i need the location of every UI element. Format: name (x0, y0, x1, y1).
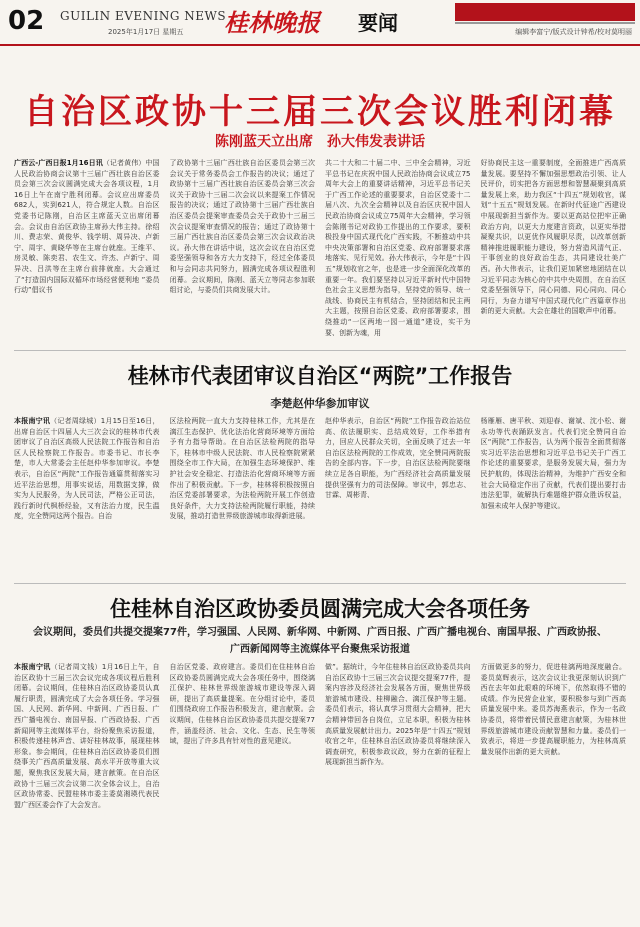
story1-col4-text: 好协商民主这一重要制度，全面推进广西高质量发展。要坚持不懈加强思想政治引领、让人民评价，切实把各方面思想和智慧凝聚到高质量发展上来，助力我区“十四五”规划收官，谋划“十五五”规划发展。在新时代征途广西建设中展现新担当新作为。要以更高站位把牢正确政治方向，以更大力度建言资政，以更实举措凝聚共识，以更优作风履职尽责，以改革创新精神推进履职能力建设，努力营造风清气正、干事创业的良好政治生态，共同建设壮美广西。孙大伟表示，让我们更加紧密地团结在以习近平同志为核心的中共中央周围，在自治区党委坚强领导下，同心同德、同心同向、同心同行，为奋力谱写中国式现代化广西篇章作出新的更大贡献。大会在雄壮的国歌声中闭幕。 (480, 159, 626, 316)
story1-col1-text: 中国人民政治协商会议第十三届广西壮族自治区委员会第三次会议圆满完成大会各项议程，1月16日上午在南宁胜利闭幕。会议应出席委员682人，实到621人，符合规定人数。自治区党委书记陈刚，自治区主席蓝天立出席闭幕会。会议由自治区政协主席孙大伟主持。徐绍川、费志荣、黄俊华、钱学明、周异决、卢新宁、周宇、黄晓华等在主席台就座。王维平、房灵敏、陈奕君、农生文、许杰、卢新宁、周异决、吕洪等在主席台前排就座。大会通过了“打造国内国际双循环市场经营便利地 ”委员行动”倡议书 (14, 159, 160, 295)
story2-body (14, 416, 626, 578)
story3-col3-text: 做”。据统计，今年住桂林自治区政协委员共向自治区政协十三届三次会议提交提案77件，提案内容涉及经济社会发展各方面，聚焦世界级旅游城市建设、桂柳融合、漓江保护等主题。委员们表示，将认真学习贯彻大会精神，把大会精神带回各自岗位，立足本职，积极为桂林高质量发展献计出力。2025年是“十四五”规划收官之年，住桂林自治区政协委员将继续深入调查研究，积极参政议政，努力在新的征程上展现新担当新作为。 (325, 663, 471, 767)
story3-headline: 住桂林自治区政协委员圆满完成大会各项任务 (110, 597, 530, 621)
story2-byline: （记者周绿城） (50, 417, 101, 425)
story3-column (14, 662, 160, 920)
story3-byline: （记者周文钱） (50, 663, 102, 671)
story3-column (325, 662, 471, 920)
section-title: 要闻 (358, 11, 398, 35)
story2-col4-text: 杨雁雁、唐平秋、刘迎春、谢斌、沈小松、谢永功等代表踊跃发言。代表们完全赞同自治区“两院”工作报告，认为两个报告全面贯彻落实习近平法治思想和习近平总书记关于广西工作论述的重要要求，是服务发展大局，强力为民护航的，体现法治精神，为维护广西安全和社会大局稳定作出了贡献，代表们提出要打击违法犯罪，破解执行难题维护群众胜诉权益，加强未成年人保护等建议。 (480, 417, 626, 510)
story1-column (325, 158, 471, 344)
divider (14, 583, 626, 584)
story1-column (14, 158, 160, 344)
story2-subheadline: 李楚赵仲华参加审议 (270, 397, 370, 410)
story2-column (325, 416, 471, 578)
story2-col2-text: 区法检两院一直大力支持桂林工作，尤其是在漓江生态保护、优化法治化营商环境等方面给予有力指导帮助。在自治区法检两院的指导下，桂林市中级人民法院、市人民检察院紧紧围绕全市工作大局，在加强生态环境保护、维护社会安全稳定、打造法治化营商环境等方面作出了积极贡献。下一步，桂林将积极按照自治区党委部署要求，为法检两院开展工作创造良好条件，大力支持法检两院履行职能，持续发展，推动打造世界级旅游城市取得新进展。 (169, 417, 315, 521)
story1-column (481, 158, 627, 344)
story2-column (170, 416, 316, 578)
story1-col2-text: 了政协第十三届广西壮族自治区委员会第三次会议关于常务委员会工作报告的决议；通过了政协第十三届广西壮族自治区委员会第三次会议关于政协十三届二次会议以来提案工作情况报告的决议；通过了政协第十三届广西壮族自治区委员会提案审查委员会关于政协十三届三次会议提案审查情况的报告；通过了政协第十三届广西壮族自治区委员会第三次会议政治决议。孙大伟在讲话中说，这次会议在自治区党委坚强领导和各方大力支持下，经过全体委员和与会同志共同努力，圆满完成各项议程胜利闭幕。会议期间，陈刚、蓝天立等同志参加联组讨论，与委员们共商发展大计。 (169, 159, 315, 295)
story1-headline: 自治区政协十三届三次会议胜利闭幕 (24, 92, 616, 132)
story1-dateline: 广西云-广西日报1月16日讯 (14, 159, 103, 167)
divider (14, 350, 626, 351)
story3-col1-text: 1月16日上午，自治区政协十三届三次会议完成各项议程后胜利闭幕。会议期间，住桂林自治区政协委员认真履行职责，圆满完成了大会各项任务。学习强国、人民网、新华网、中新网、广西日报、广西广播电视台、南国早报、广西政协报、广西新闻网等主流媒体平台，纷纷聚焦采访报道，积极传递桂林声音、讲好桂林故事，展现桂林形象。参会期间，住桂林自治区政协委员们围绕事关广西高质量发展、高水平开放等重大议题，聚焦我区发展大局，建言献策。在自治区政协十三届三次会议第二次全体会议上，自治区政协常委、民盟桂林市委主委莫湘瑛代表民盟广西区委会作了大会发言。 (14, 663, 160, 809)
story3-col4-text: 方面做更多的努力，促进桂漓两地深度融合。委员莫辉表示，这次会议让我更深刻认识到广西在去年如此艰难的环境下，依然取得不错的成绩。作为民营企业家，要积极参与到广西高质量发展中来。委员苏海燕表示，作为一名政协委员，将带着民情民意建言献策，为桂林世界级旅游城市建设贡献智慧和力量。委员们一致表示，将进一步提高履职能力，为桂林高质量发展作出新的更大贡献。 (480, 663, 626, 756)
paper-english-name: GUILIN EVENING NEWS (60, 9, 227, 23)
story2-column (14, 416, 160, 578)
story1-col3-text: 共二十大和二十届二中、三中全会精神，习近平总书记在庆祝中国人民政治协商会议成立75周年大会上的重要讲话精神，习近平总书记关于广西工作论述的重要要求，自治区党委十二届八次、九次全会精神以及自治区庆祝中国人民政治协商会议成立75周年大会精神，学习领会陈刚书记对政协工作提出的工作要求，要积极投身中国式现代化广西实践，不断推动中共中央决策部署和自治区党委、政府部署要求落地落实、见行见效。孙大伟表示，今年是“十四五”规划收官之年，也是进一步全面深化改革的重要一年。我们要坚持以习近平新时代中国特色社会主义思想为指导，坚持党的领导、统一战线、协商民主有机结合，坚持团结和民主两大主题，按照自治区党委、政府部署要求，围绕推动“一区两地一园一通道”建设，实干为要、创新为魂，用 (325, 159, 471, 337)
story3-col2-text: 自治区党委、政府建言。委员们在住桂林自治区政协委员圆满完成大会各项任务中，围绕漓江保护、桂林世界级旅游城市建设等深入调研，提出了高质量提案。在分组讨论中，委员们围绕政府工作报告积极发言，建言献策。会议期间，住桂林自治区政协委员共提交提案77件，涵盖经济、社会、文化、生态、民生等领域，提出了许多具有针对性的意见建议。 (169, 663, 315, 746)
story1-byline: （记者黄伟） (102, 159, 146, 167)
story2-headline: 桂林市代表团审议自治区“两院”工作报告 (127, 364, 513, 388)
story2-col1-text: 1月15日至16日，出席自治区十四届人大三次会议的桂林市代表团审议了自治区高级人民法院工作报告和自治区人民检察院工作报告。市委书记、市长李楚，市人大常委会主任赵仲华参加审议。李楚表示，自治区“两院”工作报告通篇贯彻落实习近平法治思想，用事实说话，用数据支撑，做实为人民服务，为人民司法，严格公正司法，践行新时代枫桥经验，又有法治力度，民生温度，完全赞同这两个报告。自治 (14, 417, 160, 521)
story3-body (14, 662, 626, 920)
logo-text: 桂林晚报 (224, 8, 320, 37)
story2-column (481, 416, 627, 578)
story1-column (170, 158, 316, 344)
header-gray-bar (455, 22, 635, 24)
issue-date: 2025年1月17日 星期五 (108, 28, 184, 36)
story3-subheadline: 会议期间，委员们共提交提案77件，学习强国、人民网、新华网、中新网、广西日报、广西广播电视台、南国早报、广西政协报、广西新闻网等主流媒体平台聚焦采访报道 (33, 627, 607, 655)
story1-subheadline: 陈刚蓝天立出席 孙大伟发表讲话 (215, 134, 425, 150)
story3-column (481, 662, 627, 920)
story1-body (14, 158, 626, 344)
story3-dateline: 本报南宁讯 (14, 663, 51, 671)
story3-column (170, 662, 316, 920)
masthead (0, 0, 640, 46)
header-red-bar (455, 3, 635, 21)
newspaper-logo (222, 6, 340, 38)
page-number: 02 (8, 6, 45, 36)
story2-dateline: 本报南宁讯 (14, 417, 51, 425)
editors-credit: 编辑李富宁/版式设计钟希/校对莫明丽 (515, 28, 632, 36)
story2-col3-text: 赵仲华表示，自治区“两院”工作报告政治站位高、依法履职实、总结成效好，工作举措有力，回应人民群众关切，全面反映了过去一年自治区法检两院的工作成效，完全赞同两院报告的全部内容。下一步，自治区法检两院要继续立足各自职能，为广西经济社会高质量发展提供坚强有力的司法保障。审议中，郭忠志、甘霖、周彬青、 (325, 417, 471, 500)
